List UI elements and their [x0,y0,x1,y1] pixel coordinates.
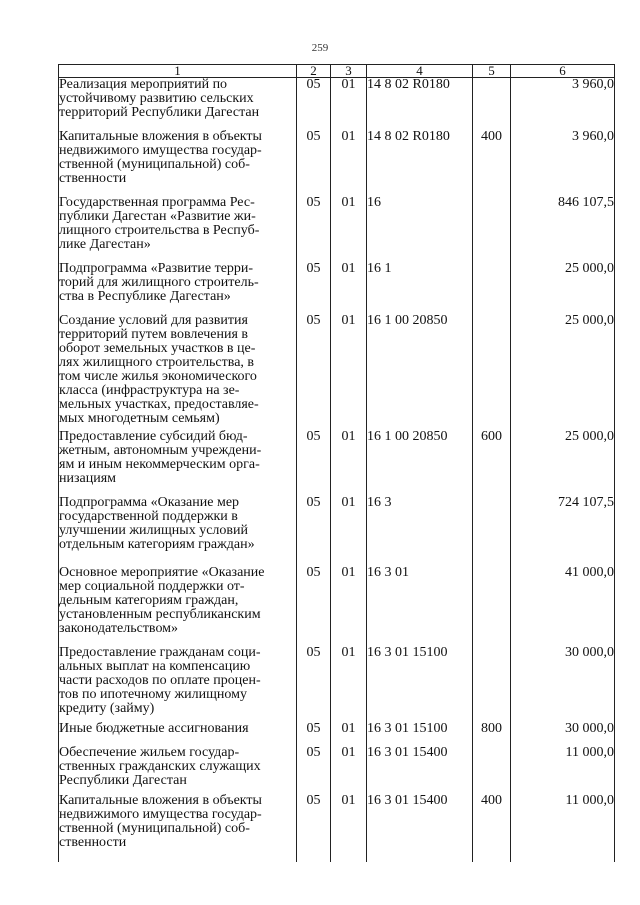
row-amount: 3 960,0 [511,78,615,130]
row-subsection-code: 01 [331,78,367,130]
row-target-article: 16 [367,196,473,262]
row-expense-type: 800 [473,722,511,746]
column-header-4: 4 [367,65,473,78]
row-section-code: 05 [297,314,331,430]
row-section-code: 05 [297,262,331,314]
column-header-5: 5 [473,65,511,78]
row-subsection-code: 01 [331,430,367,496]
column-header-1: 1 [59,65,297,78]
row-section-code: 05 [297,430,331,496]
table-row [59,496,615,566]
row-name: Основное мероприятие «Оказание мер социальной поддержки от- дельным категориям граждан, установленным республиканским законодательством» [59,566,297,646]
column-number-header-row [59,65,615,78]
budget-table [58,64,615,862]
row-name: Создание условий для развития территорий путем вовлечения в оборот земельных участков в це- лях жилищного строительства, в том числе жилья экономического класса (инфраструктура на зе- мельных участках, предоставляе- мых многодетным семьям) [59,314,297,430]
row-target-article: 16 3 [367,496,473,566]
row-expense-type [473,262,511,314]
row-expense-type: 400 [473,794,511,862]
table-row [59,430,615,496]
row-amount: 11 000,0 [511,746,615,794]
row-expense-type [473,78,511,130]
row-section-code: 05 [297,566,331,646]
row-target-article: 16 3 01 15100 [367,722,473,746]
row-expense-type: 600 [473,430,511,496]
row-target-article: 16 3 01 15400 [367,746,473,794]
row-amount: 724 107,5 [511,496,615,566]
row-name: Капитальные вложения в объекты недвижимого имущества государ- ственной (муниципальной) соб- ственности [59,794,297,862]
table-row [59,722,615,746]
column-header-3: 3 [331,65,367,78]
row-section-code: 05 [297,746,331,794]
row-target-article: 16 3 01 15400 [367,794,473,862]
row-name: Предоставление гражданам соци- альных выплат на компенсацию части расходов по оплате процен- тов по ипотечному жилищному кредиту (займу) [59,646,297,722]
row-amount: 25 000,0 [511,262,615,314]
row-amount: 25 000,0 [511,314,615,430]
table-body [59,78,615,862]
row-target-article: 16 1 00 20850 [367,314,473,430]
table-row [59,130,615,196]
row-name: Реализация мероприятий по устойчивому развитию сельских территорий Республики Дагестан [59,78,297,130]
table-row [59,196,615,262]
row-subsection-code: 01 [331,262,367,314]
row-subsection-code: 01 [331,196,367,262]
table-row [59,566,615,646]
row-section-code: 05 [297,130,331,196]
row-amount: 30 000,0 [511,722,615,746]
row-amount: 41 000,0 [511,566,615,646]
table-row [59,794,615,862]
column-header-2: 2 [297,65,331,78]
row-amount: 846 107,5 [511,196,615,262]
row-target-article: 16 1 00 20850 [367,430,473,496]
column-header-6: 6 [511,65,615,78]
row-subsection-code: 01 [331,646,367,722]
row-target-article: 16 1 [367,262,473,314]
row-subsection-code: 01 [331,794,367,862]
row-expense-type: 400 [473,130,511,196]
row-subsection-code: 01 [331,566,367,646]
row-name: Обеспечение жильем государ- ственных гражданских служащих Республики Дагестан [59,746,297,794]
row-name: Подпрограмма «Развитие терри- торий для жилищного строитель- ства в Республике Дагестан» [59,262,297,314]
table-row [59,746,615,794]
row-subsection-code: 01 [331,314,367,430]
page-number: 259 [311,42,329,54]
row-section-code: 05 [297,196,331,262]
row-subsection-code: 01 [331,496,367,566]
row-name: Государственная программа Рес- публики Дагестан «Развитие жи- лищного строительства в Респуб- лике Дагестан» [59,196,297,262]
row-section-code: 05 [297,646,331,722]
row-target-article: 16 3 01 15100 [367,646,473,722]
row-amount: 25 000,0 [511,430,615,496]
row-name: Иные бюджетные ассигнования [59,722,297,746]
row-expense-type [473,496,511,566]
row-subsection-code: 01 [331,722,367,746]
row-section-code: 05 [297,496,331,566]
row-expense-type [473,566,511,646]
row-subsection-code: 01 [331,130,367,196]
row-section-code: 05 [297,722,331,746]
row-target-article: 16 3 01 [367,566,473,646]
row-amount: 11 000,0 [511,794,615,862]
row-expense-type [473,196,511,262]
row-name: Предоставление субсидий бюд- жетным, автономным учреждени- ям и иным некоммерческим орга- низациям [59,430,297,496]
row-target-article: 14 8 02 R0180 [367,78,473,130]
table-row [59,78,615,130]
row-name: Капитальные вложения в объекты недвижимого имущества государ- ственной (муниципальной) соб- ственности [59,130,297,196]
table-row [59,262,615,314]
row-amount: 3 960,0 [511,130,615,196]
row-section-code: 05 [297,78,331,130]
row-subsection-code: 01 [331,746,367,794]
table-row [59,646,615,722]
table-row [59,314,615,430]
row-amount: 30 000,0 [511,646,615,722]
row-expense-type [473,646,511,722]
row-name: Подпрограмма «Оказание мер государственной поддержки в улучшении жилищных условий отдельным категориям граждан» [59,496,297,566]
row-target-article: 14 8 02 R0180 [367,130,473,196]
row-expense-type [473,746,511,794]
row-expense-type [473,314,511,430]
row-section-code: 05 [297,794,331,862]
